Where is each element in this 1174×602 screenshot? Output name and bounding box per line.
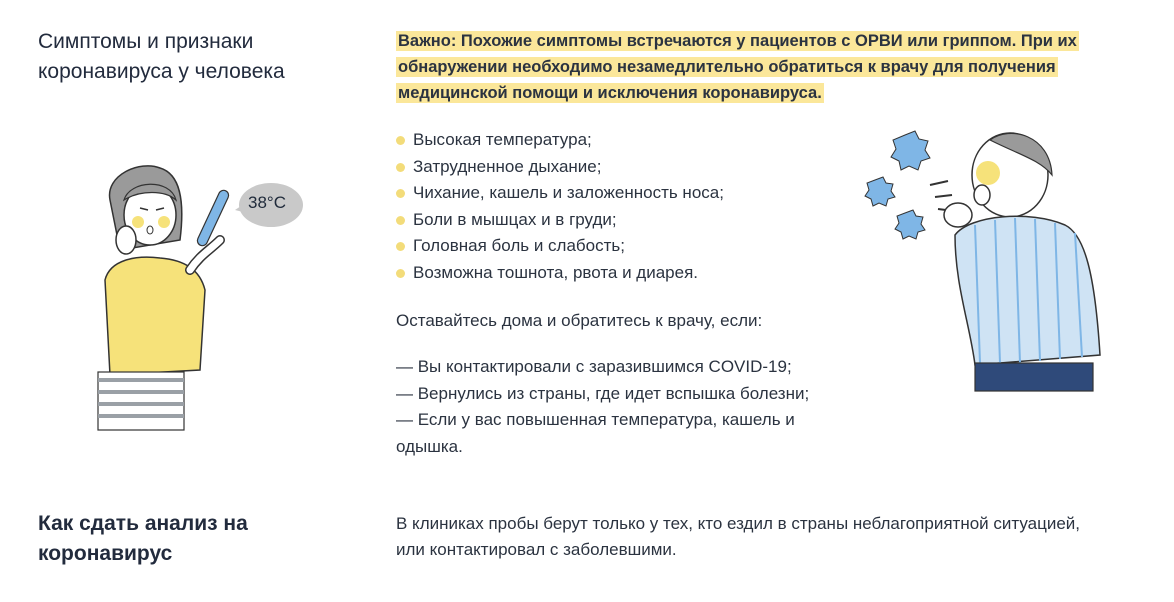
stay-home-text: Оставайтесь дома и обратитесь к врачу, если: [396,311,763,330]
important-line: обнаружении необходимо незамедлительно обратиться к врачу для получения [398,58,1056,76]
list-item: Чихание, кашель и заложенность носа; [396,180,1136,207]
condition-line: — Вернулись из страны, где идет вспышка болезни; [396,383,810,403]
condition-line: одышка. [396,436,463,456]
title-line: коронавируса у человека [38,60,285,83]
temperature-reading: 38°C [248,193,286,212]
condition-line: — Если у вас повышенная температура, кашель и [396,410,795,429]
text-line: В клиниках пробы берут только у тех, кто ездил в страны неблагоприятной ситуацией, [396,514,1081,533]
list-item: Высокая температура; [396,127,1136,154]
text-line: или контактировал с заболевшими. [396,540,677,559]
important-line: медицинской помощи и исключения коронавируса. [398,84,822,102]
list-item: Возможна тошнота, рвота и диарея. [396,260,1136,287]
list-item: Головная боль и слабость; [396,233,1136,260]
list-item: Боли в мышцах и в груди; [396,207,1136,234]
coughing-man-illustration [860,125,1120,395]
title-line: Симптомы и признаки [38,30,254,53]
section-title-test [38,509,248,569]
list-item: Затрудненное дыхание; [396,154,1136,181]
title-line: коронавирус [38,542,173,565]
important-note [396,28,1136,106]
test-info-text [396,511,1136,563]
section-title-symptoms [38,27,285,87]
important-line: Важно: Похожие симптомы встречаются у пациентов с ОРВИ или гриппом. При их [398,32,1077,50]
title-line: Как сдать анализ на [38,512,248,535]
condition-line: — Вы контактировали с заразившимся COVID-19; [396,357,792,376]
